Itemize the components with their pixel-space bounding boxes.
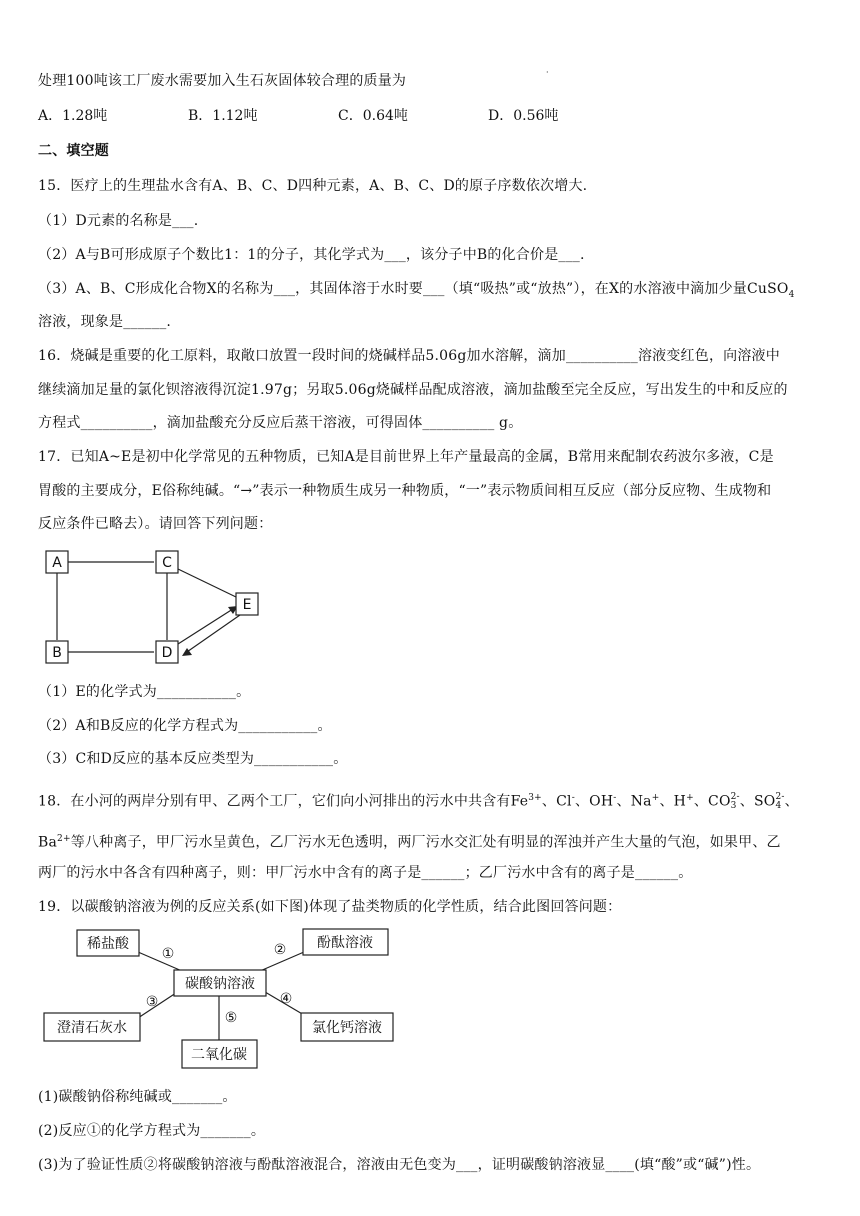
q19-diagram <box>40 925 400 1075</box>
co3-ion: 、CO <box>693 793 731 810</box>
so4-ion: 、SO <box>739 793 776 810</box>
edge-c-e <box>178 569 236 597</box>
so4-script <box>775 793 784 811</box>
node-calcium-chloride: 氯化钙溶液 <box>312 1020 382 1036</box>
q14-option-c: C．0.64吨 <box>338 108 408 124</box>
q15-part1: （1）D元素的名称是___. <box>38 213 199 229</box>
q17-diagram <box>40 545 270 670</box>
circle-num-4: ④ <box>279 991 293 1007</box>
node-e: E <box>242 597 252 613</box>
q17-part3: （3）C和D反应的基本反应类型为___________。 <box>38 751 348 767</box>
section-title: 二、填空题 <box>38 143 109 159</box>
q18-line3: 两厂的污水中各含有四种离子，则：甲厂污水中含有的离子是______；乙厂污水中含有的离子是______。 <box>38 865 693 881</box>
node-dilute-hcl: 稀盐酸 <box>87 936 129 952</box>
circle-num-5: ⑤ <box>224 1010 238 1026</box>
fe-charge: 3+ <box>528 793 542 803</box>
na-ion: 、Na <box>616 793 652 810</box>
q17-line1: 17．已知A~E是初中化学常见的五种物质，已知A是目前世界上年产量最高的金属，B常用来配制农药波尔多液，C是 <box>38 449 774 465</box>
circle-num-1: ① <box>161 946 175 962</box>
na-charge: + <box>651 793 660 803</box>
node-sodium-carbonate: 碳酸钠溶液 <box>185 976 255 992</box>
node-b: B <box>52 645 62 661</box>
q15-part3 <box>38 280 795 304</box>
q15-part2: （2）A与B可形成原子个数比1：1的分子，其化学式为___，该分子中B的化合价是___. <box>38 247 585 263</box>
q19-part2: (2)反应①的化学方程式为_______。 <box>38 1123 266 1139</box>
q14-option-b: B．1.12吨 <box>188 108 258 124</box>
circle-num-2: ② <box>273 942 287 958</box>
q16-line1: 16．烧碱是重要的化工原料，取敞口放置一段时间的烧碱样品5.06g加水溶解，滴加__________溶液变红色，向溶液中 <box>38 348 780 364</box>
node-carbon-dioxide: 二氧化碳 <box>191 1047 247 1063</box>
q15-stem: 15．医疗上的生理盐水含有A、B、C、D四种元素，A、B、C、D的原子序数依次增大. <box>38 178 588 194</box>
ba-ion: Ba <box>38 834 58 851</box>
link-1 <box>138 952 182 971</box>
node-d: D <box>161 645 173 661</box>
stray-dot: · <box>546 68 549 77</box>
q14-stem: 处理100吨该工厂废水需要加入生石灰固体较合理的质量为 <box>38 73 407 89</box>
so4-charge: 2- <box>775 791 785 802</box>
q15-part3-sub: 4 <box>788 289 795 300</box>
q17-line2: 胃酸的主要成分，E俗称纯碱。“→”表示一种物质生成另一种物质，“一”表示物质间相互反应（部分反应物、生成物和 <box>38 483 772 499</box>
q15-part3-text: （3）A、B、C形成化合物X的名称为___，其固体溶于水时要___（填“吸热”或“放热”），在X的水溶液中滴加少量CuSO <box>38 281 789 297</box>
q18-line2 <box>38 830 781 852</box>
q14-option-a: A．1.28吨 <box>38 108 108 124</box>
so4-sub: 4 <box>775 800 782 811</box>
q18-sep: 、 <box>784 793 799 810</box>
q16-line2: 继续滴加足量的氯化钡溶液得沉淀1.97g；另取5.06g烧碱样品配成溶液，滴加盐酸至完全反应，写出发生的中和反应的 <box>38 382 788 398</box>
q19-part3: (3)为了验证性质②将碳酸钠溶液与酚酞溶液混合，溶液由无色变为___，证明碳酸钠溶液显____(填“酸”或“碱”)性。 <box>38 1157 761 1173</box>
q15-part3-cont: 溶液，现象是______. <box>38 314 172 330</box>
q18-line2-text: 等八种离子，甲厂污水呈黄色，乙厂污水无色透明，两厂污水交汇处有明显的浑浊并产生大量的气泡，如果甲、乙 <box>70 834 781 851</box>
co3-script <box>731 793 740 811</box>
h-ion: 、H <box>659 793 687 810</box>
q19-stem: 19．以碳酸钠溶液为例的反应关系(如下图)体现了盐类物质的化学性质，结合此图回答问题： <box>38 899 622 915</box>
cl-ion: 、Cl <box>541 793 572 810</box>
q16-line3: 方程式__________，滴加盐酸充分反应后蒸干溶液，可得固体__________ g。 <box>38 415 523 431</box>
q14-option-d: D．0.56吨 <box>488 108 559 124</box>
node-a: A <box>52 555 62 571</box>
ba-charge: 2+ <box>57 834 71 844</box>
q17-line3: 反应条件已略去）。请回答下列问题： <box>38 516 273 532</box>
node-limewater: 澄清石灰水 <box>57 1020 127 1036</box>
q18-text: 18．在小河的两岸分别有甲、乙两个工厂，它们向小河排出的污水中共含有Fe <box>38 793 529 810</box>
q18-line1 <box>38 789 799 811</box>
q17-part1: （1）E的化学式为___________。 <box>38 684 251 700</box>
cl-charge: - <box>571 793 575 803</box>
q17-part2: （2）A和B反应的化学方程式为___________。 <box>38 718 332 734</box>
circle-num-3: ③ <box>145 994 159 1010</box>
oh-ion: 、OH <box>574 793 614 810</box>
node-c: C <box>162 555 172 571</box>
co3-sub: 3 <box>730 800 737 811</box>
h-charge: + <box>686 793 694 803</box>
oh-charge: - <box>613 793 617 803</box>
co3-charge: 2- <box>730 791 740 802</box>
node-phenolphthalein: 酚酞溶液 <box>317 935 373 951</box>
q19-part1: (1)碳酸钠俗称纯碱或_______。 <box>38 1089 237 1105</box>
